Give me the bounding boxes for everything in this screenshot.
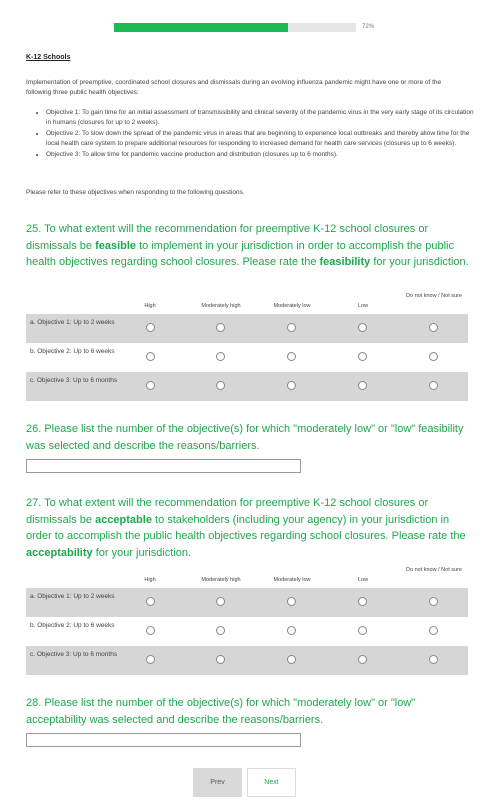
radio-moderately-low[interactable] bbox=[287, 597, 296, 606]
col-low: Low bbox=[357, 577, 369, 583]
question-27: 27. To what extent will the recommendation for preemptive K-12 school closures or dismissals be acceptable to stakeholders (including your agency) in your jurisdiction in order to accomplish the public health objectives regarding school closures. Please rate the acceptability for your jurisdiction. bbox=[26, 497, 466, 559]
radio-high[interactable] bbox=[146, 655, 155, 664]
radio-high[interactable] bbox=[146, 352, 155, 361]
intro-text: Implementation of preemptive, coordinated school closures and dismissals during an evolving influenza pandemic might have one or more of the following three public health objectives: bbox=[26, 79, 442, 96]
radio-moderately-low[interactable] bbox=[287, 655, 296, 664]
col-moderately-high: Moderately high bbox=[201, 303, 241, 309]
table-row bbox=[26, 646, 468, 675]
col-moderately-low: Moderately low bbox=[273, 577, 311, 583]
radio-moderately-high[interactable] bbox=[216, 597, 225, 606]
radio-moderately-high[interactable] bbox=[216, 626, 225, 635]
col-moderately-low: Moderately low bbox=[273, 303, 311, 309]
objectives-list bbox=[34, 108, 476, 161]
radio-not-sure[interactable] bbox=[429, 597, 438, 606]
radio-not-sure[interactable] bbox=[429, 323, 438, 332]
radio-moderately-high[interactable] bbox=[216, 323, 225, 332]
radio-moderately-high[interactable] bbox=[216, 381, 225, 390]
radio-low[interactable] bbox=[358, 597, 367, 606]
acceptability-grid bbox=[26, 566, 468, 675]
col-moderately-high: Moderately high bbox=[201, 577, 241, 583]
table-row bbox=[26, 314, 468, 343]
progress-label: 72% bbox=[362, 24, 375, 30]
radio-moderately-low[interactable] bbox=[287, 626, 296, 635]
radio-not-sure[interactable] bbox=[429, 381, 438, 390]
reasons-input-feasibility[interactable] bbox=[26, 459, 301, 473]
reasons-input-acceptability[interactable] bbox=[26, 733, 301, 747]
radio-not-sure[interactable] bbox=[429, 626, 438, 635]
radio-low[interactable] bbox=[358, 381, 367, 390]
prev-button[interactable]: Prev bbox=[193, 768, 242, 797]
list-item: • Objective 1: To gain time for an initial assessment of transmissibility and clinical severity of the pandemic virus in the very early stage of its circulation in humans (closures for up to 2 weeks). bbox=[46, 108, 476, 128]
row-label: a. Objective 1: Up to 2 weeks bbox=[30, 593, 115, 600]
radio-low[interactable] bbox=[358, 352, 367, 361]
grid-header bbox=[26, 566, 468, 588]
question-25: 25. To what extent will the recommendation for preemptive K-12 school closures or dismissals be feasible to implement in your jurisdiction in order to accomplish the public health objectives regarding school closures. Please rate the feasibility for your jurisdiction. bbox=[26, 223, 469, 268]
progress-bar bbox=[114, 23, 356, 32]
radio-low[interactable] bbox=[358, 626, 367, 635]
radio-high[interactable] bbox=[146, 381, 155, 390]
col-high: High bbox=[144, 577, 156, 583]
radio-high[interactable] bbox=[146, 323, 155, 332]
col-low: Low bbox=[357, 303, 369, 309]
radio-low[interactable] bbox=[358, 323, 367, 332]
col-high: High bbox=[144, 303, 156, 309]
radio-moderately-low[interactable] bbox=[287, 352, 296, 361]
radio-high[interactable] bbox=[146, 597, 155, 606]
list-item: • Objective 3: To allow time for pandemic vaccine production and distribution (closures up to 6 months). bbox=[46, 150, 476, 160]
row-label: a. Objective 1: Up to 2 weeks bbox=[30, 319, 115, 326]
col-not-sure: Do not know / Not sure bbox=[406, 293, 462, 299]
row-label: b. Objective 2: Up to 6 weeks bbox=[30, 348, 115, 355]
radio-not-sure[interactable] bbox=[429, 655, 438, 664]
list-item: • Objective 2: To slow down the spread of the pandemic virus in areas that are beginning to experience local outbreaks and thereby allow time for the local health care system to prepare additional resources for responding to increased demand for health care services (closures up to 6 weeks). bbox=[46, 129, 476, 149]
feasibility-grid bbox=[26, 292, 468, 401]
table-row bbox=[26, 588, 468, 617]
row-label: c. Objective 3: Up to 6 months bbox=[30, 377, 118, 384]
radio-moderately-low[interactable] bbox=[287, 323, 296, 332]
radio-moderately-low[interactable] bbox=[287, 381, 296, 390]
col-not-sure: Do not know / Not sure bbox=[406, 567, 462, 573]
radio-moderately-high[interactable] bbox=[216, 655, 225, 664]
table-row bbox=[26, 372, 468, 401]
question-26: 26. Please list the number of the objective(s) for which "moderately low" or "low" feasibility was selected and describe the reasons/barriers. bbox=[26, 423, 464, 452]
section-title: K-12 Schools bbox=[26, 54, 71, 61]
table-row bbox=[26, 617, 468, 646]
refer-note: Please refer to these objectives when responding to the following questions. bbox=[26, 189, 245, 196]
progress-fill bbox=[114, 23, 288, 32]
row-label: b. Objective 2: Up to 6 weeks bbox=[30, 622, 115, 629]
radio-low[interactable] bbox=[358, 655, 367, 664]
radio-moderately-high[interactable] bbox=[216, 352, 225, 361]
radio-high[interactable] bbox=[146, 626, 155, 635]
table-row bbox=[26, 343, 468, 372]
radio-not-sure[interactable] bbox=[429, 352, 438, 361]
question-28: 28. Please list the number of the objective(s) for which "moderately low" or "low" acceptability was selected and describe the reasons/barriers. bbox=[26, 697, 416, 726]
row-label: c. Objective 3: Up to 6 months bbox=[30, 651, 118, 658]
next-button[interactable]: Next bbox=[247, 768, 296, 797]
grid-header bbox=[26, 292, 468, 314]
